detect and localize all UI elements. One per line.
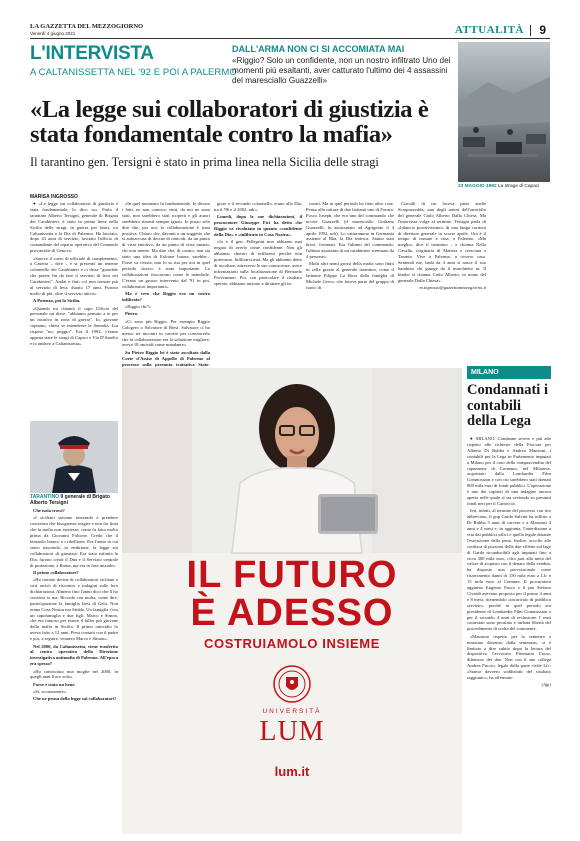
kicker-label: L'INTERVISTA [30, 43, 154, 64]
article-col-1b [30, 508, 118, 834]
question: Pietro. [125, 311, 139, 317]
portrait-caption [30, 494, 120, 506]
paragraph: contri. Ma in quel periodo ho fatto altro cose. Penso alla cattura di due latitanti uno di Favara: Fosco Joseph, che era uno del commando che uccise Guazzelli (il maresciallo Giuliano Guazzelli, fu assassinato ad Agrigento il 4 aprile 1992, ndr). Lo catturammo in Germania assieme al Bka, la Dia tedesca. Siamo stati brevi, fortunati. Era l'ultimo del commando, l'ultimo assassino di un carabiniere strenuato da 4 persone». [306, 201, 394, 260]
paragraph: «Sarevo il corso di ufficiale di complemento, a Caserta – dice – e si presentò un tenente colonnello dei Carabinieri e ci disse "guardate che potete fin da fare il servizio di leva nei Carabinieri". Andai e finii col non tornare più al servizio di leva, durato 17 anni. Furono molto di più, oltre il servizio attivo». [30, 255, 118, 296]
paragraph: «Sì, sicuramente». [33, 689, 68, 695]
lum-seal-icon [272, 664, 312, 704]
headline: «La legge sui collaboratori di giustizia è stata fondamentale contro la mafia» [30, 96, 429, 148]
question: Che ne pensa della legge sui collaboratori? [33, 696, 117, 702]
paragraph: «Io e il gen. Pellegrini non abbiamo mai negato di averlo come confidente. Non gli abbiamo chiesto di infiltrarsi perché non potevamo. Infiltrarsi mai. Ma gli abbiamo detto di ascoltare, attraverso le sue conoscenze, avere informazioni sulla localizzazione di Bernardo Provenzano. Poi, con particolare il risultato sperato, abbiamo iniziato a dirattare gli in- [214, 239, 302, 286]
question: Lunedì, dopo le sue dichiarazioni, il procuratore Giuseppe Fici ha detto che Riggio va rivalutato in quanto «confidente della Dia» e «infiltrato in Cosa Nostra». [214, 214, 302, 237]
paragraph: «Ho conosciuto mia moglie nel 2000, in quegli anni lì ero solo». [30, 668, 118, 680]
milano-box [467, 366, 551, 834]
paragraph: Ciaculli di cui faceva parte anche Scarpuzzedda, uno degli autori dell'omicidio del generale Carlo Alberto Dalla Chiesa. Ma l'intervista volge al termine. Tersigni parla di «bilancio positivissimo» di una lunga carriera di direttore generale in scorse aprile. Ora è il tempo di tornare a casa, a Palermo. «Ma meglio» dice il tarantino – e chiama Nella Cavallo, originaria di Mattera e cresciuta a Taranto. Vive a Palermo, a ovvero casa. Sentendi me, bada da 4 anni si nasce il suo bambino chi giunge da il maschietto tu. Il bimbo si chiama Carlo Alberto, in nome del generale Dalla Chiesa». [398, 201, 486, 283]
question: Ma è vero che Riggio era un vostro infiltrato? [122, 290, 210, 302]
photo-caption-date: 23 MAGGIO 1992 [458, 184, 497, 189]
section-divider [530, 25, 531, 36]
paragraph: «Quando mi chiamò il capo Ufficio del personale mi disse: "abbiamo pensato a te per un incarico in zona di guerra". Io, giovane capitano, chiesi se intendesse la Somalia. Lui rispose "no, peggio". Era il 1992, c'erano appena state le stragi di Capaci e Via D'Amelio e io andavo a Caltanissetta». [30, 305, 118, 347]
paragraph: giore e il secondo colonnello, erano alla Dia, tra il '96 e il 2002, ndr». [214, 201, 302, 212]
credit: (Agi) [541, 682, 551, 688]
article-col-3 [214, 201, 302, 366]
portrait-caption-city: TARANTINO [30, 494, 60, 500]
article-col-2 [122, 201, 210, 366]
question: A Potenza, poi la Sicilia. [33, 298, 81, 304]
question: Il primo collaboratore? [33, 569, 79, 575]
milano-label: MILANO [467, 366, 551, 379]
paragraph: Ieri, infatti, al termine del processo con rito abbreviato, il gup Guido Salvini ha inflitto a Di Rubba 5 anni di carcere e a Manzoni 4 anni e 4 mesi e, in aggiunta, l'interdizione a vita dai pubblici uffici e quella legale durante l'esecuzione della pena. Inoltre, accolto alle confisca di porzioni delle due villette sul lago di Garda riconducibili agli imputati fino a circa 380 mila euro, cifra pari alla metà del valore di acquisto con il denaro della vendita, ha disposto una provvisionale come risarcimento danni di 150 mila euro a Lfc e 15 mila euro al Comune. Il procuratore aggiunto Eugenio Fusco e il pm Stefano Civardi avevano proposto per il primo 4 anni e 8 mesi, ritenendolo «incaricato di pubblico servizio» perché in quel periodo era presidente di Lombardia Film Commission e per il secondo 4 anni di reclusione. I reati contestati sono peculato e turbata libertà del procedimento di scelta del contraente. [467, 508, 551, 632]
question: Su Pietro Riggio lei è stato ascoltato dalla Corte d'Assise di Appello di Palermo al processo sulla presunta trattativa Stato- [122, 349, 210, 367]
subhead: Il tarantino gen. Tersigni è stato in prima linea nella Sicilia delle stragi [30, 155, 379, 169]
portrait-caption-text: Il generale di Brigato Alberto Tersigni [30, 494, 110, 506]
question: Che isola trovò? [33, 508, 65, 513]
ad-tagline: COSTRUIAMOLO INSIEME [204, 636, 380, 651]
paragraph: ● MILANO. Condanne severe e più alte rispetto alle richieste della Procura per Alberto Di Rubba e Andrea Manzoni, i contabili per la Lega in Parlamento imputati a Milano per il caso della compravendita del capannone di Cormano, nel Milanese, acquistato dalla Lombardia Film Commission e con cui sarebbero stati drenati 800 mila euro di fondi pubblici. L'operazione è uno dei capitoli di una indagine ancora aperta nelle quale si sta seviendo su presunti fondi neri per il Carroccio. [467, 436, 551, 506]
question: Nel 2000, da Caltanissetta, viene trasferito al centro operativo della Direzione investigativa antimafia di Palermo. All'epoca era spesso? [30, 643, 118, 667]
byline: MARISA INGROSSO [30, 194, 78, 200]
milano-body [467, 436, 551, 834]
ad-lum-logo: LUM [259, 716, 325, 747]
paragraph: Molti altri nomi grossi della mafia sono finiti in cella grazie al generale tarantino, come il latitante Filippo La Rosa della famiglia di Michele Greco, che faceva parte del gruppo di fuoco di [306, 261, 394, 291]
paragraph: ● «Le legge sui collaboratori di giustizia è stata fondamentale, lo dico io». Parla il tarantino Alberto Tersigni, generale di Brigata dei Carabinieri, è stato in prima linea nella Sicilia delle stragi, in guerra per lustri, tra Caltanissetta e la Dia di Palermo. Ha lasciato, dopo 43 anni di servizio, lasciato l'ufficio di comandante del reparto operativo del Comando provinciale di Genova. [30, 201, 118, 254]
lum-ad [122, 368, 462, 834]
ad-photo [122, 368, 462, 553]
aside-title: DALL'ARMA NON CI SI ACCOMIATA MAI [232, 44, 405, 54]
paragraph: «Massimo rispetto per la sentenza e massimo dissenso dalla sentenza», si è limitato a dire subito dopo la lettura del dispositivo l'avvocato Piermaria Corso, difensore dei due. Non con il suo collega Andrea Puccio, legale della parte civile Lfc: «Siamo davvero soddisfatti del risultato raggiunto», ha affermato. [467, 633, 551, 681]
aside-text: «Riggio? Solo un confidente, non un nostro infiltrato Uno dei momenti più esaltanti, aver catturato l'ultimo dei 4 assassini del maresciallo Guazzelli» [232, 56, 451, 85]
ad-university: UNIVERSITÀ [262, 708, 322, 715]
photo-caption-text: La strage di Capaci [498, 184, 540, 189]
ad-title-2: È ADESSO [190, 592, 394, 634]
paragraph: «Ci sono più Riggio. Per esempio Riggio Calogero o Salvatore di Riesi. Salvatore ci ho messo tre incontri in carcere per convincerlo che la collaborazione era la soluzione migliore, aveva 18 omicidi come mandante». [122, 318, 210, 348]
ad-url[interactable]: lum.it [274, 764, 310, 779]
section-label: ATTUALITÀ [454, 24, 524, 36]
masthead [30, 23, 550, 39]
page-number: 9 [539, 23, 546, 37]
article-col-5 [398, 201, 486, 361]
capaci-photo [458, 42, 550, 182]
paragraph: «In quel momento fu fondamentale. Io dicono i fatti, ne non conosco vinti, da noi ne sono stati, non sarebbero stati scoperti e gli autori sarebbero rimasti sempre ignoti. Io posso solo dire che, per noi, la collaborazione è stata positiva. Chiaro che, davanti a un soggetto che si autoaccusa di decine di omicidi, da un punto di vista emotivo, da un punto di vista umano, chi non mente. Ma dire che, di contro, non sia stato una idea di Falcone buona, sarebbe... Forse va rivista, non lo so ma per noi in quel periodo storico è stata importante. Le collaborazioni fioccarono come le mandorle. C'erano un grosso intervento dal '91 in poi, collaboratori importanti». [122, 201, 210, 289]
paragraph: «I siciliani stavano iniziando a prendere coscienza che bisognasse reagire e non far finta che la mafia non esistesse, come fu fatto molto prima da Giovanni Falcone. Credo che il lenzuolo bianco e i ribellione. Era l'anno in cui stavo nascendo, in embrione, la legge sui collaboratori di giustizia. Era stata istituita la Dia, furono creati il Dna e il Servizio centrale di protezione, a Roma, ma era in fase iniziale». [30, 515, 118, 568]
question: Forse è stato un bene. [33, 681, 76, 687]
article-col-4 [306, 201, 394, 366]
paper-name: LA GAZZETTA DEL MEZZOGIORNO [30, 23, 144, 30]
kicker-line: A CALTANISSETTA NEL '92 E POI A PALERMO [30, 67, 237, 78]
article-col-1 [30, 201, 118, 419]
paragraph: «Ho trattato decine di collaboratori siciliani e così arrivò di riscontro e indagini sulle loro dichiarazioni. Almeno fino l'anno dico che lì ho convinti io ma. Ricordo con molta, come dire, partecipazione la famiglia Iarsi di Gela. Non erano Cosa Nostra ma Stidda. Un famiglia c'era un capofamiglia e due figli, Marco e Simon, che era famoso per essere il killer più giovane della mafia in Sicilia. Il primo omicidio lo aveva fatto a 12 anni. Presi contatti con il padre e poi, a seguire, vennero Marco e Simon». [30, 577, 118, 642]
milano-title: Condannati i contabili della Lega [467, 382, 548, 429]
paper-date: Venerdì 4 giugno 2021 [30, 31, 76, 36]
ad-title-1: IL FUTURO [186, 554, 398, 596]
photo-caption [458, 184, 553, 189]
tersigni-portrait [30, 421, 118, 493]
paragraph: «Riggio chi?» [125, 304, 151, 310]
email: m.ingrosso@gazzettamezzogiorno.it [419, 285, 486, 291]
